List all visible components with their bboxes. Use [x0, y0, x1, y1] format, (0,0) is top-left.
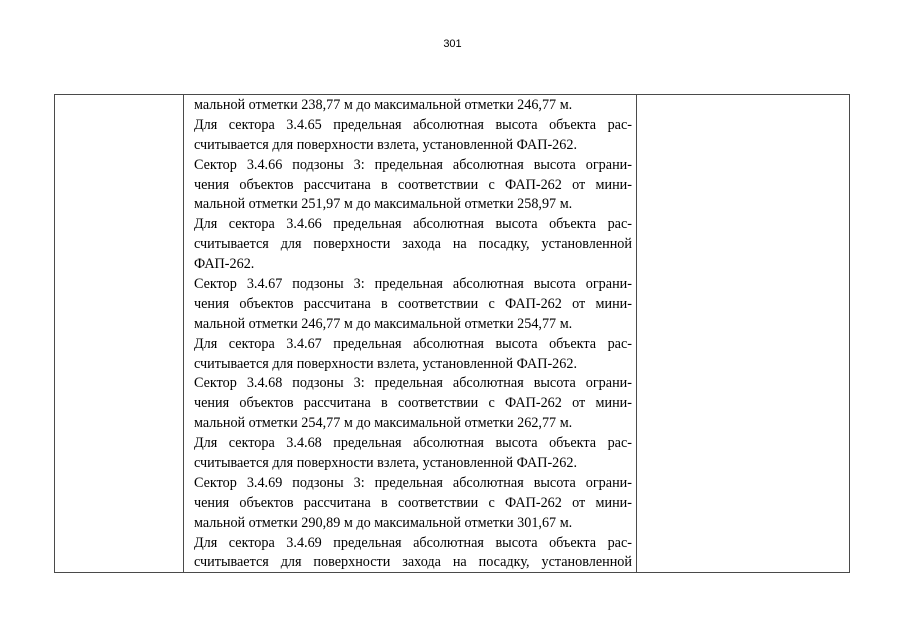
text-line: Для сектора 3.4.69 предельная абсолютная высота объекта рас- [194, 534, 632, 551]
text-line: мальной отметки 254,77 м до максимальной отметки 262,77 м. [194, 415, 573, 432]
text-line: мальной отметки 246,77 м до максимальной отметки 254,77 м. [194, 315, 573, 332]
text-line: Для сектора 3.4.68 предельная абсолютная высота объекта рас- [194, 435, 632, 452]
text-line: мальной отметки 290,89 м до максимальной отметки 301,67 м. [194, 514, 573, 531]
table-cell-right [637, 95, 849, 572]
text-line: чения объектов рассчитана в соответствии с ФАП-262 от мини- [194, 395, 632, 412]
text-line: чения объектов рассчитана в соответствии с ФАП-262 от мини- [194, 176, 632, 193]
text-line: мальной отметки 251,97 м до максимальной отметки 258,97 м. [194, 196, 573, 213]
document-table [54, 94, 850, 573]
table-cell-description [184, 95, 637, 572]
text-line: Для сектора 3.4.65 предельная абсолютная высота объекта рас- [194, 116, 632, 133]
table-cell-left [55, 95, 184, 572]
text-line: чения объектов рассчитана в соответствии с ФАП-262 от мини- [194, 494, 632, 511]
text-line: Для сектора 3.4.67 предельная абсолютная высота объекта рас- [194, 335, 632, 352]
text-line: мальной отметки 238,77 м до максимальной отметки 246,77 м. [194, 97, 573, 113]
text-line: считывается для поверхности захода на посадку, установленной [194, 554, 632, 571]
text-line: считывается для поверхности взлета, установленной ФАП-262. [194, 355, 578, 372]
page-number: 301 [443, 38, 462, 50]
text-line: Сектор 3.4.69 подзоны 3: предельная абсолютная высота ограни- [194, 474, 632, 491]
text-line: считывается для поверхности взлета, установленной ФАП-262. [194, 136, 578, 153]
text-line: Для сектора 3.4.66 предельная абсолютная высота объекта рас- [194, 216, 632, 233]
text-line: Сектор 3.4.67 подзоны 3: предельная абсолютная высота ограни- [194, 276, 632, 293]
text-line: Сектор 3.4.66 подзоны 3: предельная абсолютная высота ограни- [194, 156, 632, 173]
text-line: чения объектов рассчитана в соответствии с ФАП-262 от мини- [194, 295, 632, 312]
text-line: ФАП-262. [194, 256, 255, 273]
text-line: считывается для поверхности захода на посадку, установленной [194, 236, 632, 253]
text-line: считывается для поверхности взлета, установленной ФАП-262. [194, 455, 578, 472]
text-line: Сектор 3.4.68 подзоны 3: предельная абсолютная высота ограни- [194, 375, 632, 392]
